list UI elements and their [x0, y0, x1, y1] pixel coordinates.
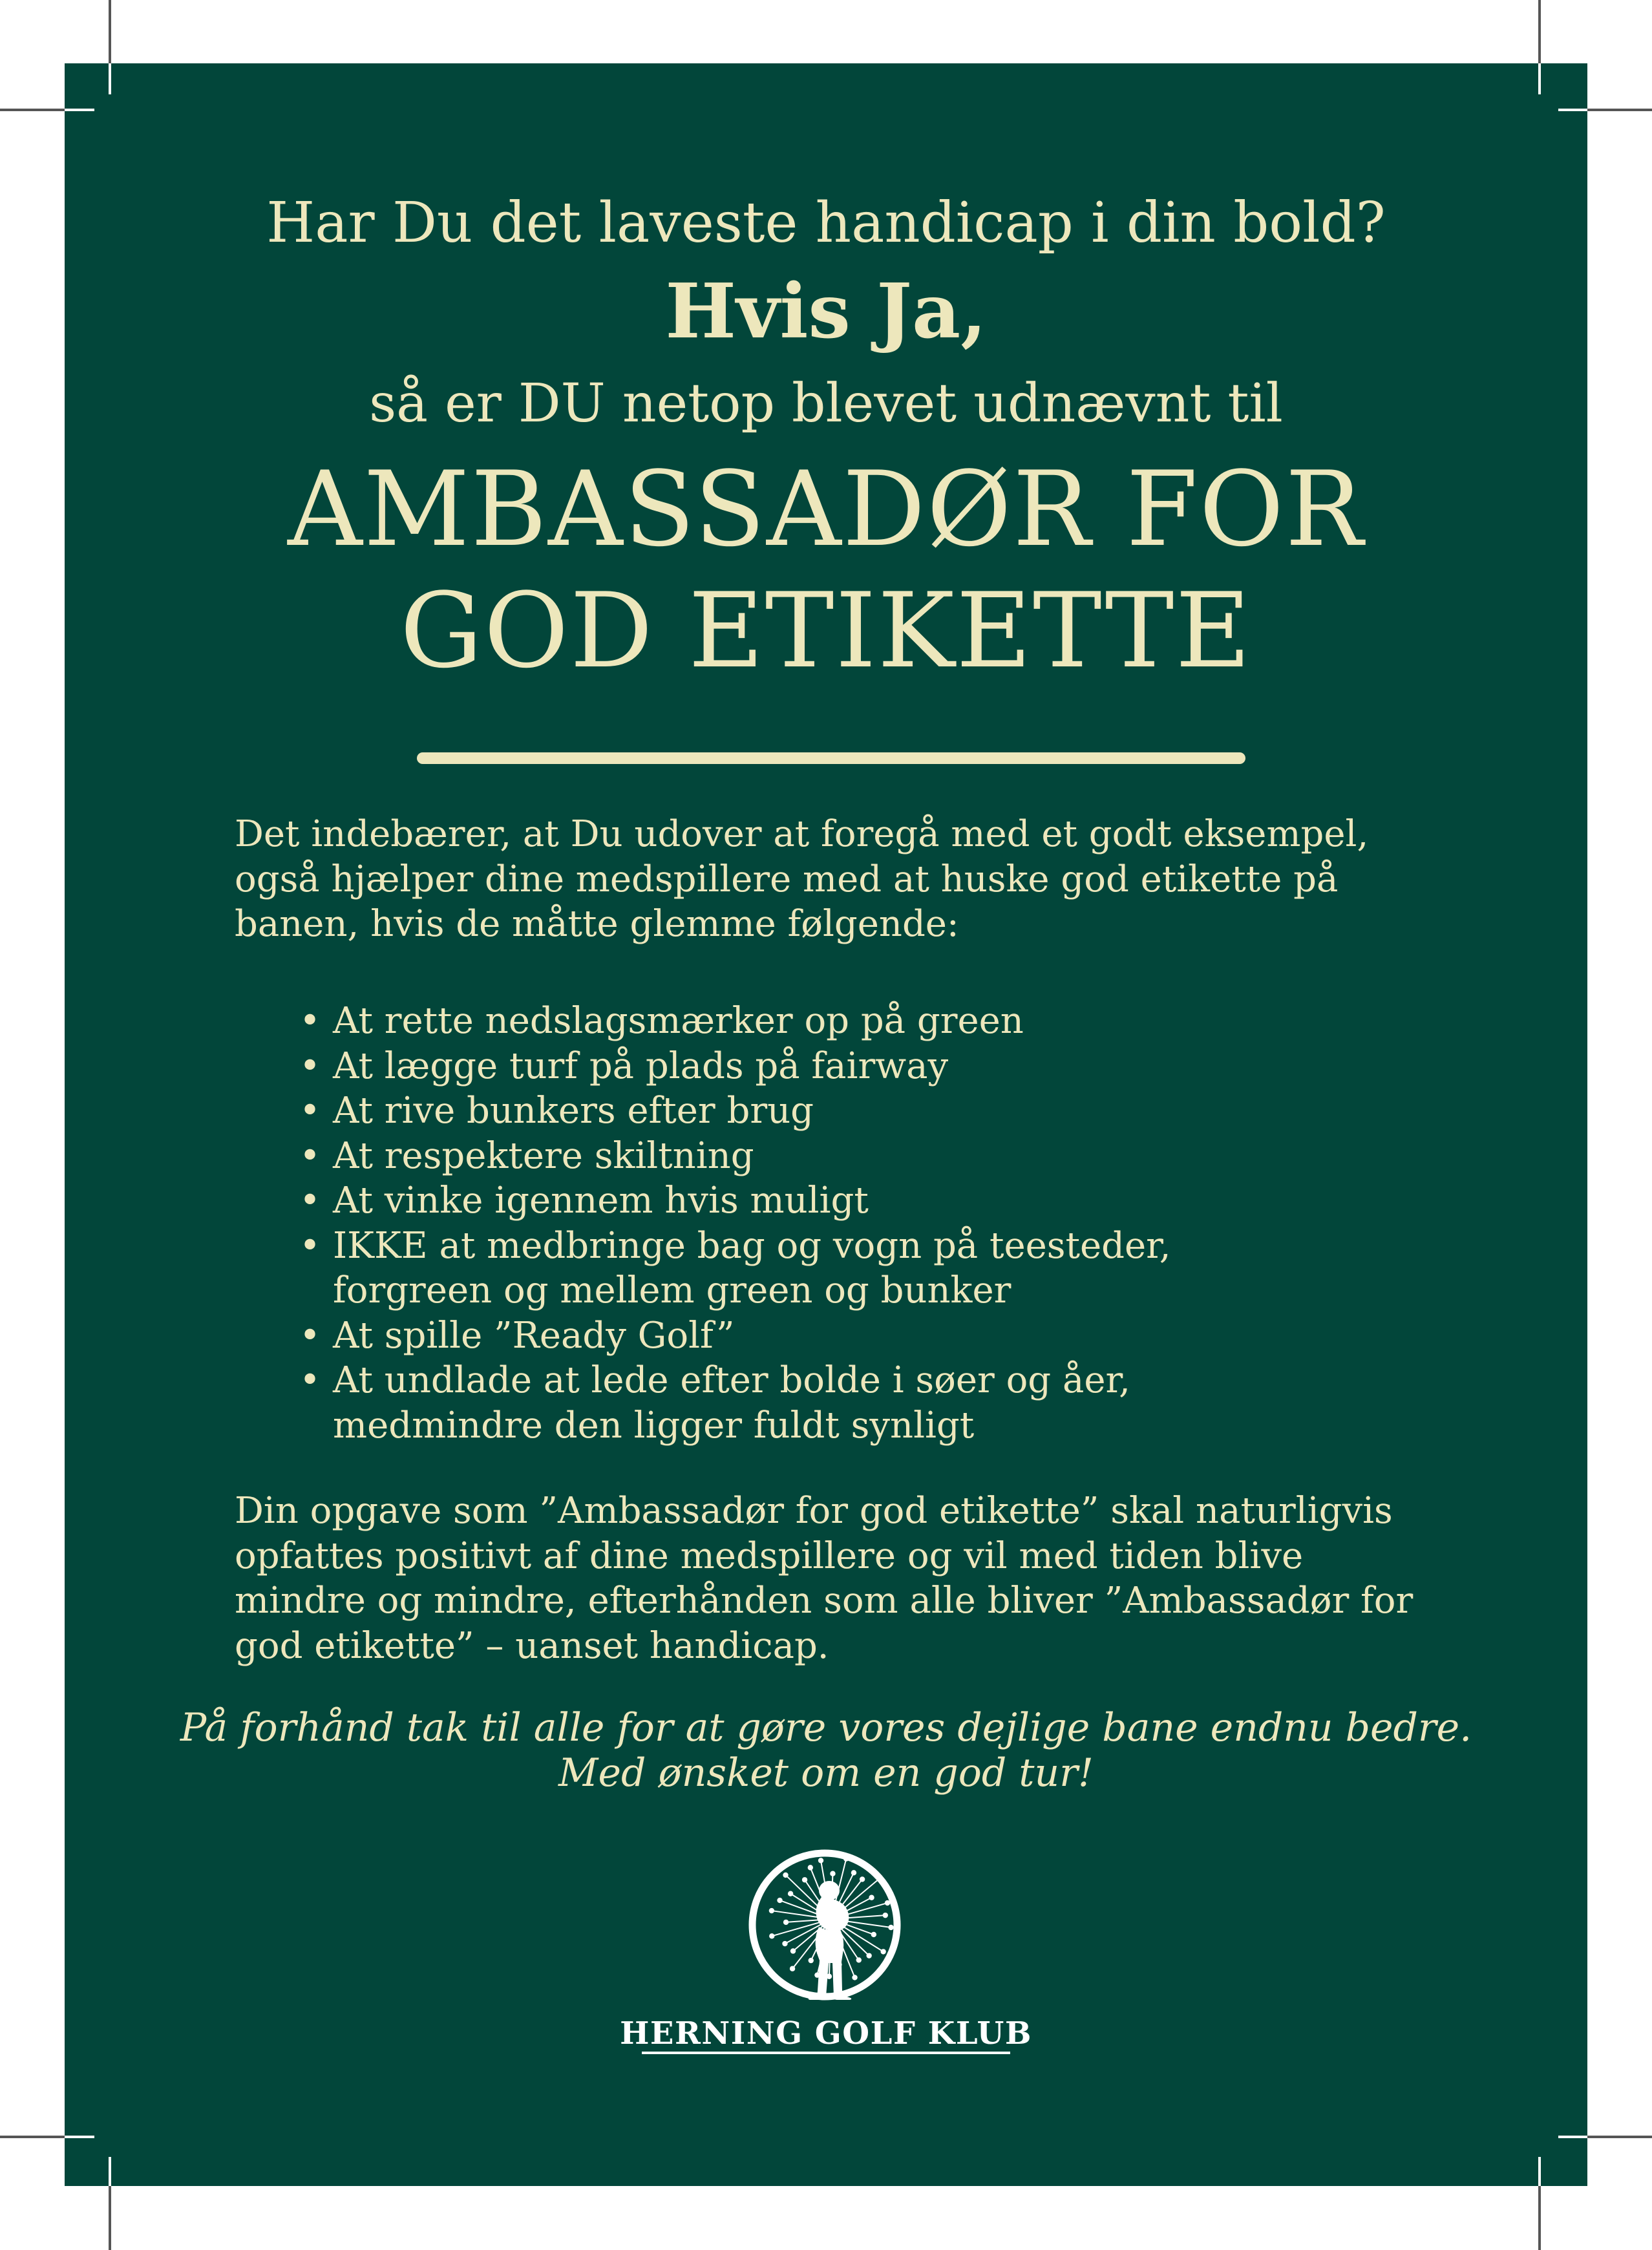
- crop-mark-bottom-left-vertical-inner: [109, 2157, 111, 2186]
- crop-mark-bottom-right-vertical: [1538, 2186, 1541, 2250]
- crop-mark-bottom-right-horizontal-inner: [1558, 2136, 1587, 2138]
- crop-mark-bottom-left-horizontal-inner: [65, 2136, 94, 2138]
- outro-line: mindre og mindre, efterhånden som alle bliver ”Ambassadør for: [235, 1580, 1414, 1622]
- intro-line: også hjælper dine medspillere med at huske god etikette på: [235, 858, 1339, 900]
- outro-line: opfattes positivt af dine medspillere og vil med tiden blive: [235, 1534, 1304, 1577]
- etiquette-item: • At respektere skiltning: [333, 1134, 1464, 1179]
- outro-paragraph: [235, 1489, 1501, 1668]
- headline-question: Har Du det laveste handicap i din bold?: [266, 191, 1386, 255]
- etiquette-item: • At rive bunkers efter brug: [333, 1088, 1464, 1134]
- golf-club-logo: [745, 1845, 905, 2007]
- main-title-line2: GOD ETIKETTE: [399, 570, 1253, 691]
- crop-mark-bottom-right-vertical-inner: [1538, 2157, 1541, 2186]
- intro-line: banen, hvis de måtte glemme følgende:: [235, 903, 959, 945]
- outro-line: Din opgave som ”Ambassadør for god etikette” skal naturligvis: [235, 1490, 1393, 1532]
- crop-mark-top-right-vertical: [1538, 0, 1541, 63]
- headline-appointed: så er DU netop blevet udnævnt til: [369, 373, 1283, 434]
- outro-line: god etikette” – uanset handicap.: [235, 1624, 829, 1667]
- thanks-line: Med ønsket om en god tur!: [558, 1750, 1094, 1796]
- crop-mark-bottom-left-vertical: [109, 2186, 111, 2250]
- etiquette-item: • At undlade at lede efter bolde i søer og åer, medmindre den ligger fuldt synligt: [333, 1358, 1464, 1448]
- crop-mark-top-left-horizontal-inner: [65, 109, 94, 111]
- etiquette-item: • At spille ”Ready Golf”: [333, 1313, 1464, 1359]
- etiquette-list: [333, 999, 1464, 1448]
- crop-mark-top-left-vertical-inner: [109, 63, 111, 94]
- thanks-note: [0, 1705, 1652, 1796]
- crop-mark-top-right-vertical-inner: [1538, 63, 1541, 94]
- logo-underline: [642, 2052, 1010, 2054]
- headline-hvis-ja: Hvis Ja,: [665, 268, 987, 356]
- crop-mark-top-left-vertical: [109, 0, 111, 63]
- main-title-line1: AMBASSADØR FOR: [288, 449, 1364, 569]
- main-title: [0, 449, 1652, 692]
- etiquette-item: • IKKE at medbringe bag og vogn på teesteder, forgreen og mellem green og bunker: [333, 1224, 1464, 1313]
- etiquette-item: • At rette nedslagsmærker op på green: [333, 999, 1464, 1044]
- crop-mark-top-right-horizontal: [1587, 109, 1652, 111]
- thanks-line: På forhånd tak til alle for at gøre vores dejlige bane endnu bedre.: [180, 1705, 1472, 1750]
- logo-text: HERNING GOLF KLUB: [620, 2015, 1032, 2052]
- etiquette-item: • At lægge turf på plads på fairway: [333, 1044, 1464, 1089]
- etiquette-item: • At vinke igennem hvis muligt: [333, 1178, 1464, 1224]
- divider-rule: [417, 752, 1245, 764]
- crop-mark-top-right-horizontal-inner: [1558, 109, 1587, 111]
- crop-mark-bottom-left-horizontal: [0, 2136, 65, 2138]
- crop-mark-top-left-horizontal: [0, 109, 65, 111]
- intro-line: Det indebærer, at Du udover at foregå med et godt eksempel,: [235, 813, 1369, 855]
- crop-mark-bottom-right-horizontal: [1587, 2136, 1652, 2138]
- intro-paragraph: [235, 812, 1450, 947]
